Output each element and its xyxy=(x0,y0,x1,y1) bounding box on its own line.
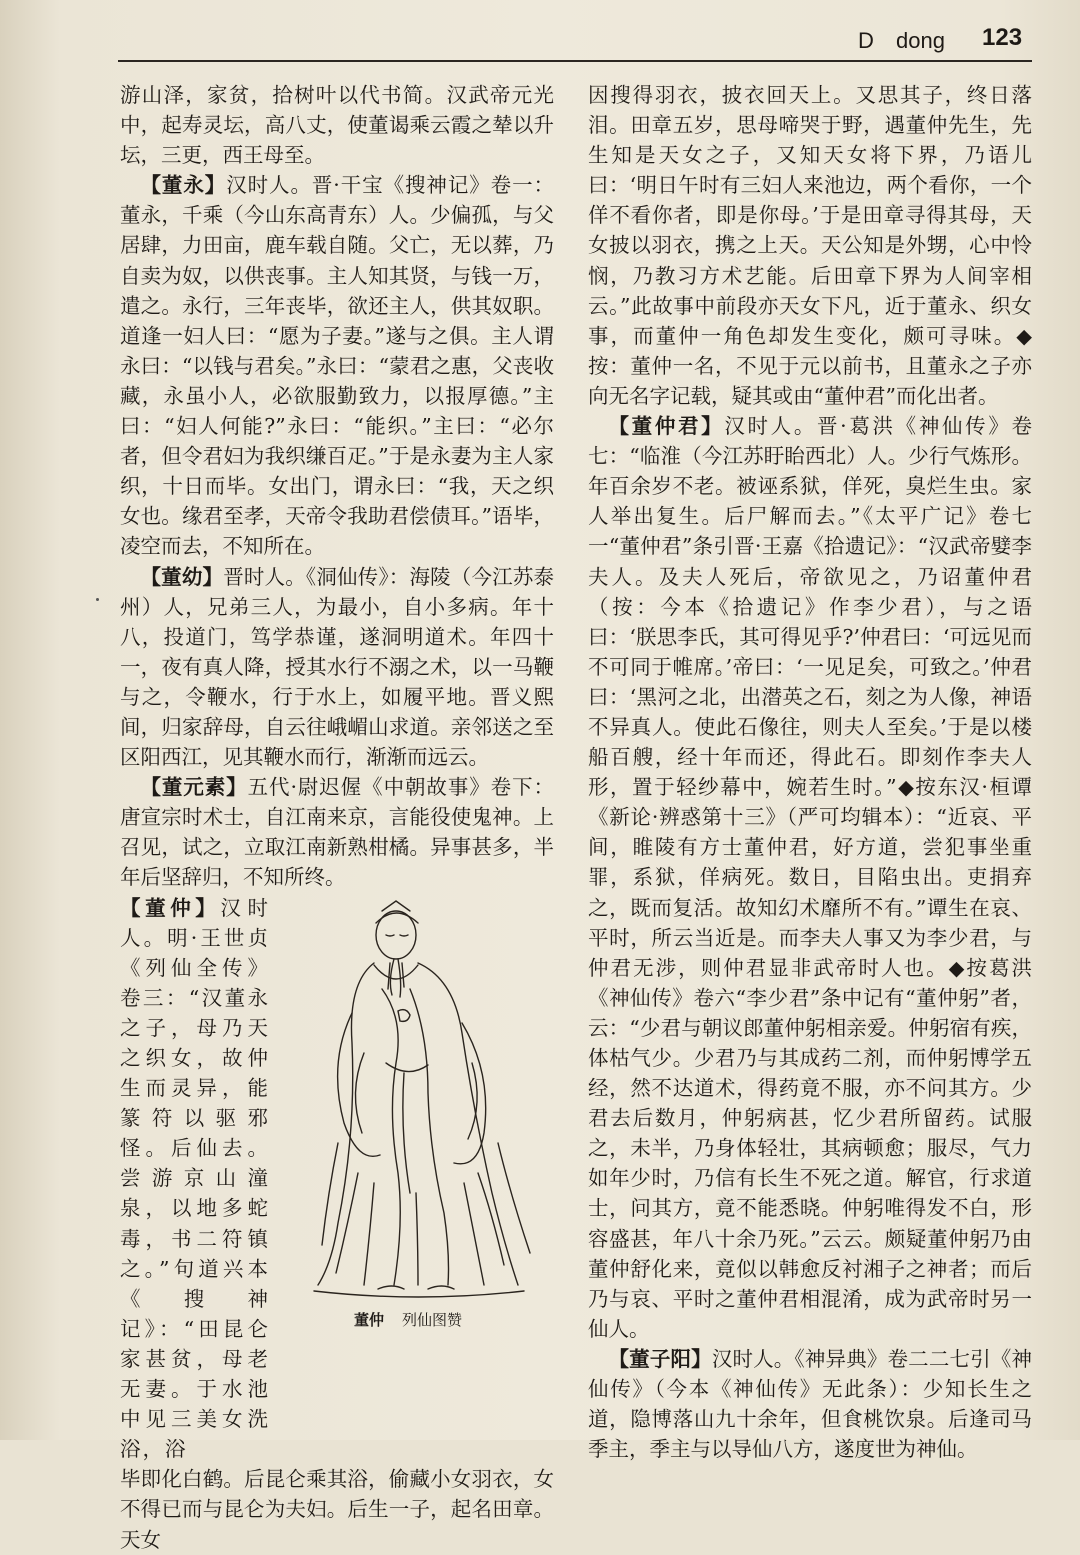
entry-dong-yong xyxy=(120,170,554,561)
entry-text: 汉时人。明·王世贞《列仙全传》卷三：“汉董永之子，母乃天之织女，故仲生而灵异，能篆符以驱邪怪。后仙去。尝游京山潼泉，以地多蛇毒，书二符镇之。”句道兴本《搜神记》：“田昆仑家甚贫，母老无妻。于水池中见三美女洗浴，浴 xyxy=(120,895,271,1462)
entry-text-beside-figure xyxy=(120,893,270,1465)
entry-text: 汉时人。晋·干宝《搜神记》卷一：董永，千乘（今山东高青东）人。少偏孤，与父居肆，力田亩，鹿车载自随。父亡，无以葬，乃自卖为奴，以供丧事。主人知其贤，与钱一万，遣之。永行，三年丧毕，欲还主人，供其奴职。道逢一妇人曰：“愿为子妻。”遂与之俱。主人谓永曰：“以钱与君矣。”永曰：“蒙君之惠，父丧收藏，永虽小人，必欲服勤致力，以报厚德。”主曰：“妇人何能?”永曰：“能织。”主曰：“必尔者，但令君妇为我织缣百疋。”于是永妻为主人家织，十日而毕。女出门，谓永曰：“我，天之织女也。缘君至孝，天帝令我助君偿债耳。”语毕，凌空而去，不知所在。 xyxy=(120,173,555,559)
entry-text: 汉时人。《神异典》卷二二七引《神仙传》（今本《神仙传》无此条）：少知长生之道，隐博落山九十余年，但食桃饮泉。后逢司马季主，季主与以导仙八方，遂度世为神仙。 xyxy=(588,1346,1032,1462)
continued-entry: 因搜得羽衣，披衣回天上。又思其子，终日落泪。田章五岁，思母啼哭于野，遇董仲先生，先生知是天女之子，又知天女将下界，乃语儿曰：‘明日午时有三妇人来池边，两个看你，一个佯不看你者，即是你母。’于是田章寻得其母，天女披以羽衣，携之上天。天公知是外甥，心中怜悯，乃教习方术艺能。后田章下界为人间宰相云。”此故事中前段亦天女下凡，近于董永、织女事，而董仲一角色却发生变化，颇可寻味。◆按：董仲一名，不见于元以前书，且董永之子亦向无名字记载，疑其或由“董仲君”而化出者。 xyxy=(588,83,1032,408)
entry-text: 五代·尉迟偓《中朝故事》卷下：唐宣宗时术士，自江南来京，言能役使鬼神。上召见，试之，立取江南新熟柑橘。异事甚多，半年后坚辞归，不知所终。 xyxy=(120,775,555,890)
entry-headword: 【董永】 xyxy=(140,173,227,198)
header-rule xyxy=(118,60,1032,62)
header-pinyin: dong xyxy=(896,28,945,53)
entry-dong-zhong xyxy=(120,893,554,1465)
entry-dong-yuansu xyxy=(120,772,554,892)
page-number: 123 xyxy=(982,24,1023,51)
entry-dong-zhongjun xyxy=(588,411,1032,1344)
entry-headword: 【董元素】 xyxy=(140,775,248,800)
header-letter: D xyxy=(858,28,875,53)
running-header xyxy=(0,18,1040,62)
right-column xyxy=(588,80,1032,1464)
caption-name: 董仲 xyxy=(353,1310,384,1329)
figure-dong-zhong xyxy=(278,893,554,1329)
entry-headword: 【董幼】 xyxy=(140,564,224,589)
margin-mark xyxy=(96,598,99,601)
entry-text: 汉时人。晋·葛洪《神仙传》卷七：“临淮（今江苏盱眙西北）人。少行气炼形。年百余岁不老。被诬系狱，佯死，臭烂生虫。家人举出复生。后尸解而去。”《太平广记》卷七一“董仲君”条引晋·王嘉《拾遗记》：“汉武帝嬖李夫人。及夫人死后，帝欲见之，乃诏董仲君（按：今本《拾遗记》作李少君），与之语曰：‘朕思李氏，其可得见乎?’仲君曰：‘可远见而不可同于帷席。’帝曰：‘一见足矣，可致之。’仲君曰：‘黑河之北，出潜英之石，刻之为人像，神语不异真人。使此石像往，则夫人至矣。’于是以楼船百艘，经十年而还，得此石。即刻作李夫人形，置于轻纱幕中，婉若生时。”◆按东汉·桓谭《新论·辨惑第十三》（严可均辑本）：“近哀、平间，睢陵有方士董仲君，好方道，尝犯事坐重罪，系狱，佯病死。数日，目陷虫出。吏捐弃之，既而复活。故知幻术靡所不有。”谭生在哀、平时，所云当近是。而李夫人事又为李少君，与仲君无涉，则仲君显非武帝时人也。◆按葛洪《神仙传》卷六“李少君”条中记有“董仲躬”者，云：“少君与朝议郎董仲躬相亲爱。仲躬宿有疾，体枯气少。少君乃与其成药二剂，而仲躬博学五经，然不达道术，得药竟不服，亦不问其方。少君去后数月，仲躬病甚，忆少君所留药。试服之，未半，乃身体轻壮，其病顿愈；服尽，气力如年少时，乃信有长生不死之道。解官，行求道士，问其方，竟不能悉晓。仲躬唯得发不白，形容盛甚，年八十余乃死。”云云。颇疑董仲躬乃由董仲舒化来，竟似以韩愈反衬湘子之神者；而后乃与哀、平时之董仲君相混淆，成为武帝时另一仙人。 xyxy=(588,414,1033,1341)
entry-text: 晋时人。《洞仙传》：海陵（今江苏泰州）人，兄弟三人，为最小，自小多病。年十八，投道门，笃学恭谨，遂洞明道术。年四十一，夜有真人降，授其水行不溺之术，以一马鞭与之，令鞭水，行于水上，如履平地。晋义熙间，归家辞母，自云往峨嵋山求道。亲邻送之至区阳西江，见其鞭水而行，渐渐而远云。 xyxy=(120,564,555,770)
figure-caption xyxy=(278,1311,538,1329)
left-column xyxy=(120,80,554,1555)
entry-headword: 【董仲】 xyxy=(120,895,221,920)
entry-headword: 【董仲君】 xyxy=(608,414,725,439)
immortal-portrait-illustration xyxy=(278,893,554,1313)
entry-dong-ziyang xyxy=(588,1344,1032,1464)
continued-entry: 游山泽，家贫，拾树叶以代书简。汉武帝元光中，起寿灵坛，高八丈，使董谒乘云霞之辇以升坛，三更，西王母至。 xyxy=(120,83,554,168)
entry-dong-you xyxy=(120,562,554,773)
entry-headword: 【董子阳】 xyxy=(608,1346,712,1371)
entry-text-below-figure: 毕即化白鹤。后昆仑乘其浴，偷藏小女羽衣，女不得已而与昆仑为夫妇。后生一子，起名田章。天女 xyxy=(120,1467,554,1552)
caption-source: 列仙图赞 xyxy=(402,1310,463,1329)
